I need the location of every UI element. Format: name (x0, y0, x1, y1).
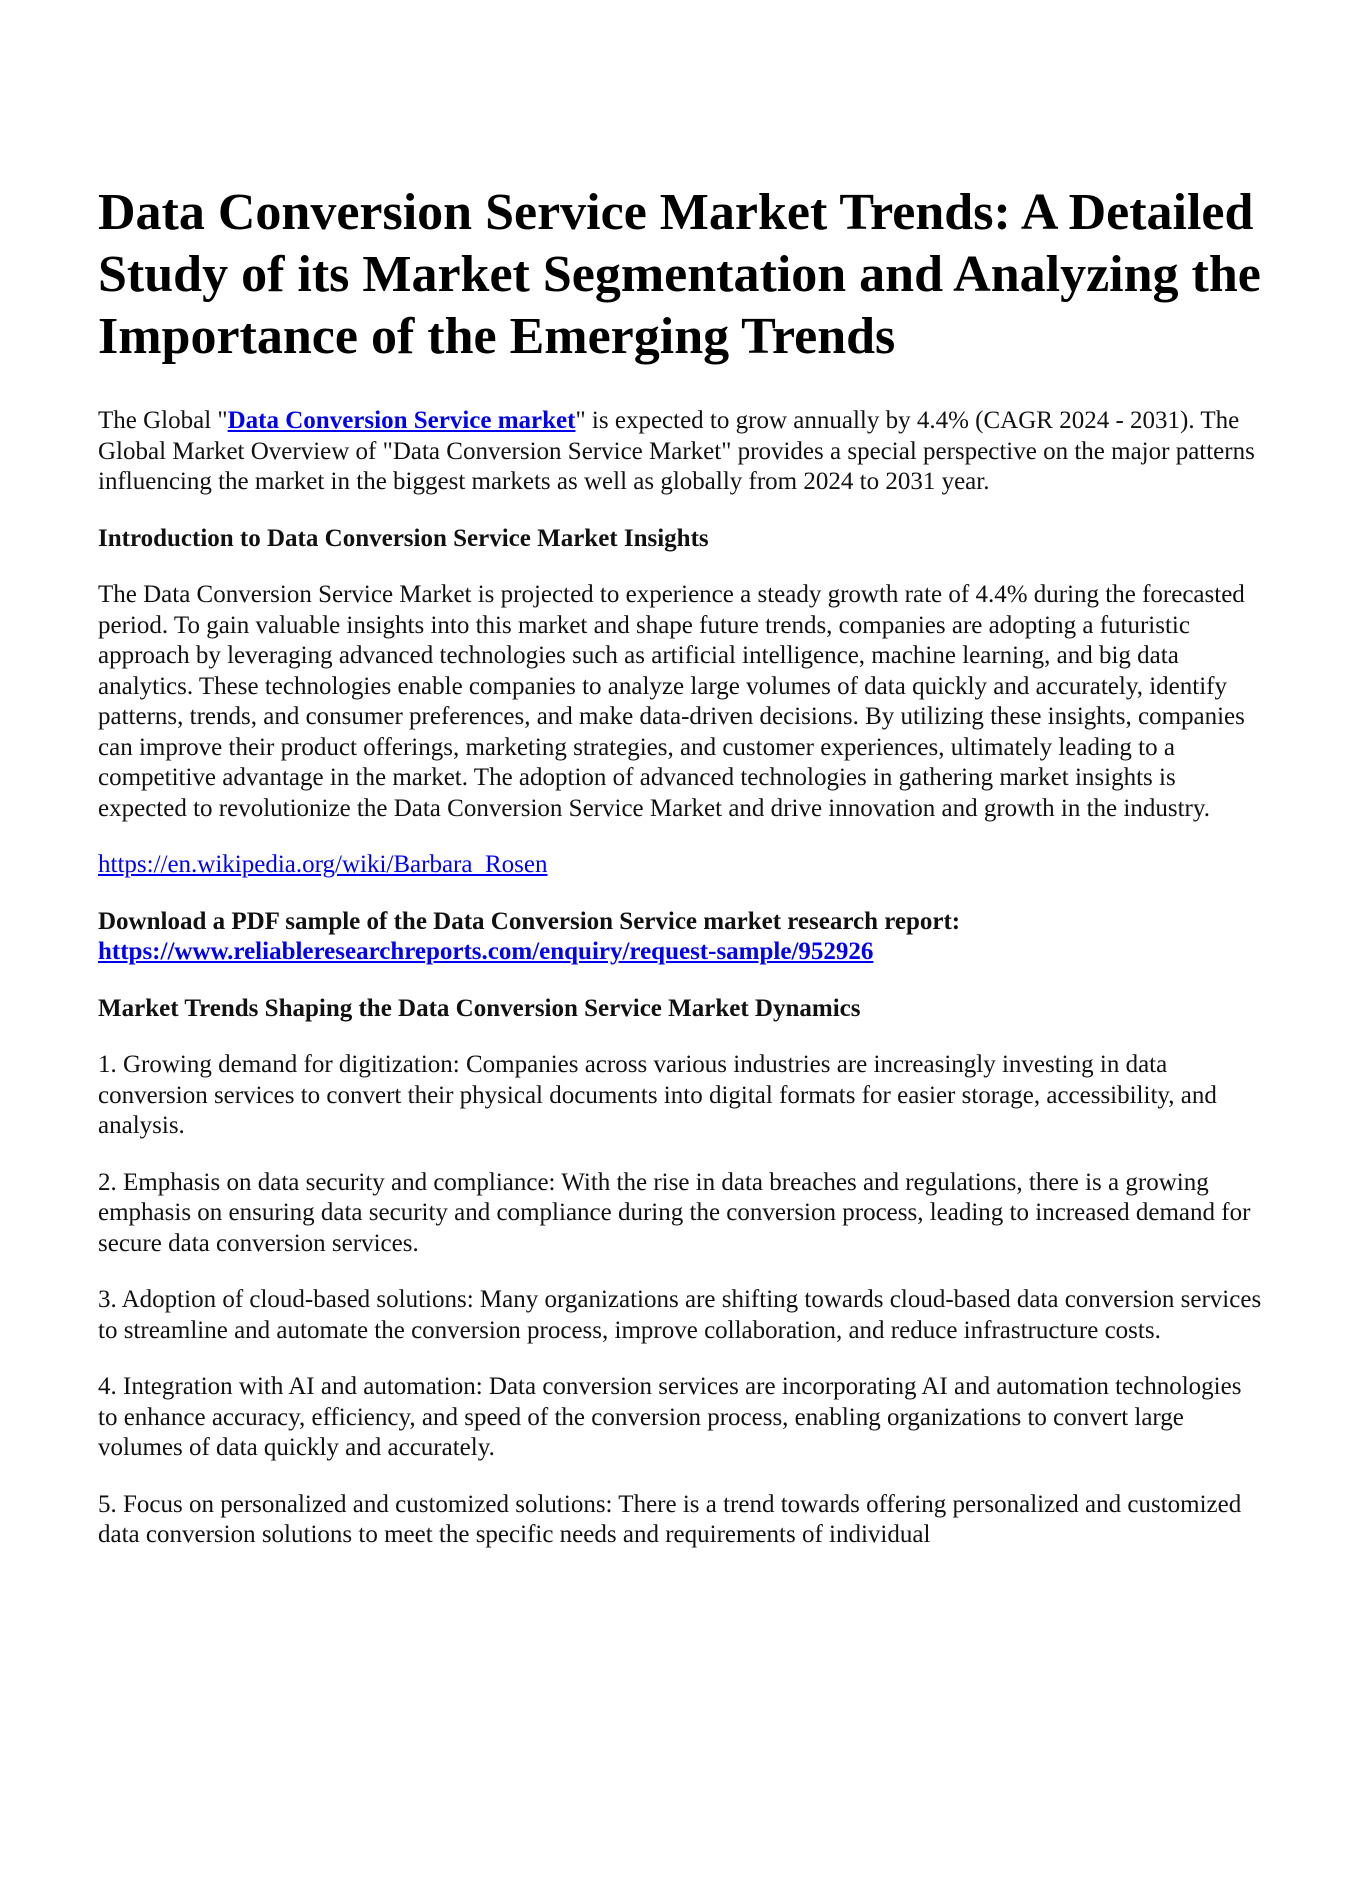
sample-request-link[interactable]: https://www.reliableresearchreports.com/enquiry/request-sample/952926 (98, 938, 874, 965)
trend-item-2: 2. Emphasis on data security and compliance: With the rise in data breaches and regulations, there is a growing emphasis on ensuring data security and compliance during the conversion process, leading to increased demand for secure data conversion services. (98, 1168, 1251, 1257)
insights-heading: Introduction to Data Conversion Service Market Insights (98, 524, 709, 552)
intro-prefix: The Global " (98, 407, 228, 434)
download-label: Download a PDF sample of the Data Conversion Service market research report: (98, 907, 961, 935)
trend-item-5: 5. Focus on personalized and customized solutions: There is a trend towards offering personalized and customized data conversion solutions to meet the specific needs and requirements of individual (98, 1490, 1242, 1548)
wiki-paragraph (98, 850, 1265, 881)
insights-paragraph: The Data Conversion Service Market is projected to experience a steady growth rate of 4.4% during the forecasted period. To gain valuable insights into this market and shape future trends, companies are adopting a futuristic approach by leveraging advanced technologies such as artificial intelligence, machine learning, and big data analytics. These technologies enable companies to analyze large volumes of data quickly and accurately, identify patterns, trends, and consumer preferences, and make data-driven decisions. By utilizing these insights, companies can improve their product offerings, marketing strategies, and customer experiences, ultimately leading to a competitive advantage in the market. The adoption of advanced technologies in gathering market insights is expected to revolutionize the Data Conversion Service Market and drive innovation and growth in the industry. (98, 581, 1245, 822)
trend-item-1: 1. Growing demand for digitization: Companies across various industries are increasingly investing in data conversion services to convert their physical documents into digital formats for easier storage, accessibility, and analysis. (98, 1051, 1217, 1139)
wiki-link[interactable]: https://en.wikipedia.org/wiki/Barbara_Rosen (98, 851, 548, 878)
download-paragraph (98, 907, 1265, 968)
market-link[interactable]: Data Conversion Service market (227, 407, 576, 434)
page-title: Data Conversion Service Market Trends: A Detailed Study of its Market Segmentation and Analyzing the Importance of the Emerging Trends (98, 184, 1261, 365)
intro-paragraph (98, 406, 1265, 498)
trend-item-3: 3. Adoption of cloud-based solutions: Many organizations are shifting towards cloud-based data conversion services to streamline and automate the conversion process, improve collaboration, and reduce infrastructure costs. (98, 1286, 1262, 1344)
trends-heading: Market Trends Shaping the Data Conversion Service Market Dynamics (98, 994, 861, 1022)
trend-item-4: 4. Integration with AI and automation: Data conversion services are incorporating AI and automation technologies to enhance accuracy, efficiency, and speed of the conversion process, enabling organizations to convert large volumes of data quickly and accurately. (98, 1373, 1242, 1461)
intro-suffix: " is expected to grow annually by 4.4% (CAGR 2024 - 2031). The Global Market Overview of "Data Conversion Service Market" provides a special perspective on the major patterns influencing the market in the biggest markets as well as globally from 2024 to 2031 year. (98, 407, 1255, 495)
